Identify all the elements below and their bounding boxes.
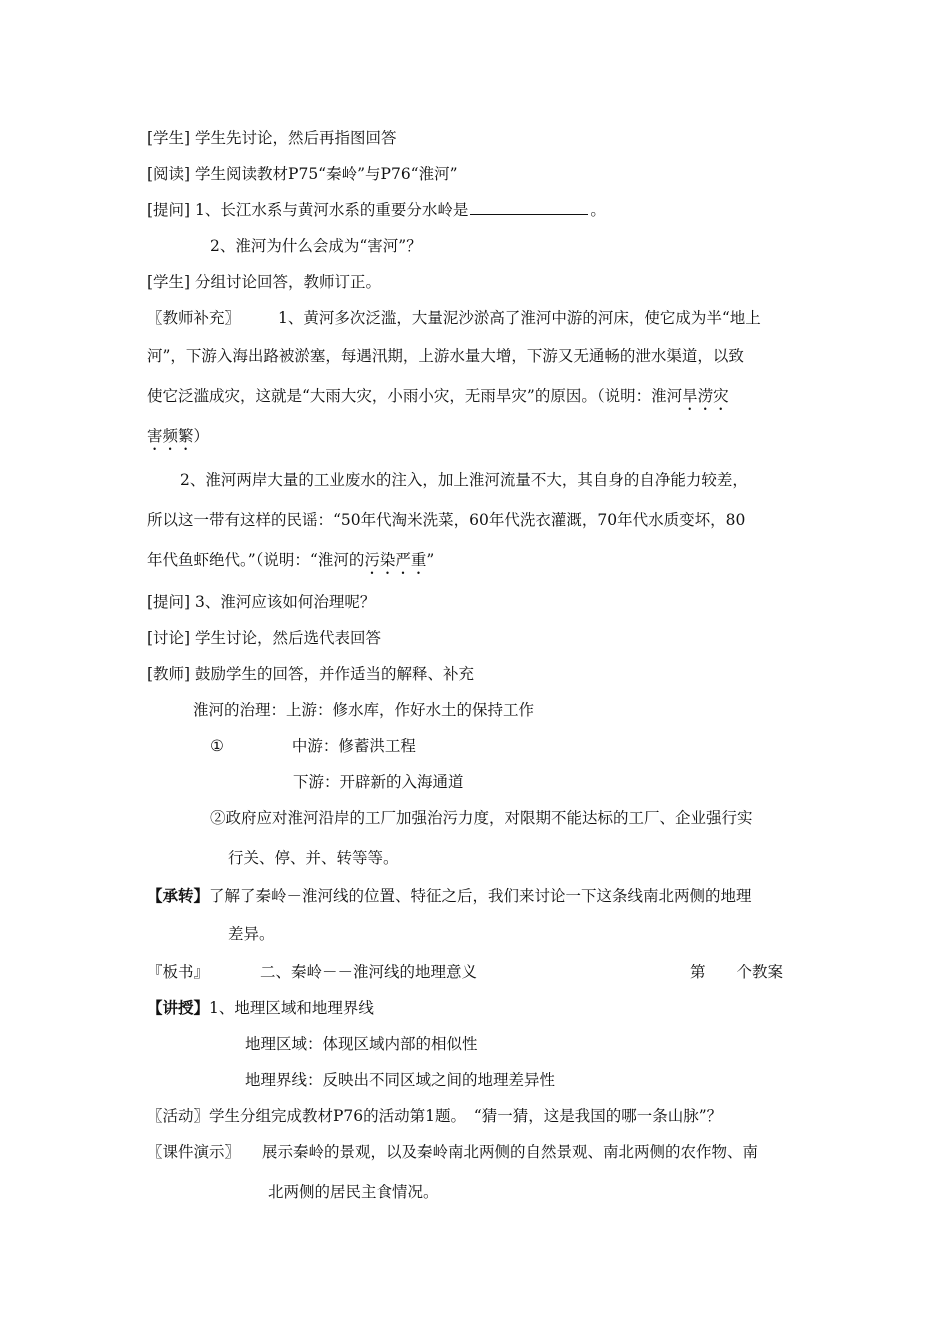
question-1-end: 。	[590, 201, 606, 219]
courseware-text: 展示秦岭的景观，以及秦岭南北两侧的自然景观、南北两侧的农作物、南	[262, 1143, 759, 1161]
folk-rhyme-end-line	[147, 550, 434, 578]
teacher-supplement-line	[147, 308, 761, 328]
governance-midstream-line	[210, 736, 416, 756]
supplement-line-3	[147, 386, 729, 414]
transition-text: 了解了秦岭－淮河线的位置、特征之后，我们来讨论一下这条线南北两侧的地理	[209, 887, 752, 905]
governance-downstream-line: 下游：开辟新的入海通道	[293, 773, 464, 791]
emphasis-frequent: 害频繁	[147, 427, 194, 445]
emphasis-flood-drought: 旱涝灾	[682, 387, 729, 405]
supplement-point-2: 2、淮河两岸大量的工业废水的注入，加上淮河流量不大，其自身的自净能力较差，	[180, 471, 748, 489]
folk-rhyme-line: 所以这一带有这样的民谣：“50年代淘米洗菜，60年代洗衣灌溉，70年代水质变坏，80	[147, 511, 746, 529]
teacher-supplement-tag: 〖教师补充〗	[147, 309, 241, 327]
courseware-tag: 〖课件演示〗	[147, 1143, 241, 1161]
blackboard-title: 二、秦岭－－淮河线的地理意义	[260, 963, 478, 981]
geo-boundary-line: 地理界线：反映出不同区域之间的地理差异性	[245, 1071, 556, 1089]
activity-line: 〖活动〗学生分组完成教材P76的活动第1题。 “猜一猜，这是我国的哪一条山脉”？	[147, 1107, 723, 1125]
transition-end: 差异。	[228, 925, 275, 943]
supplement-line-2: 河”，下游入海出路被淤塞，每遇汛期，上游水量大增，下游又无通畅的泄水渠道，以致	[147, 347, 744, 365]
midstream-text: 中游：修蓄洪工程	[291, 737, 416, 755]
emphasis-pollution: 污染严重	[364, 551, 427, 569]
student-group-line: [学生] 分组讨论回答，教师订正。	[147, 273, 382, 291]
reading-line: [阅读] 学生阅读教材P75“秦岭”与P76“淮河”	[147, 165, 458, 183]
lecture-text: 1、地理区域和地理界线	[209, 999, 374, 1017]
question-1-text: [提问] 1、长江水系与黄河水系的重要分水岭是	[147, 201, 469, 219]
folk-rhyme-end-text: 年代鱼虾绝代。”（说明：“淮河的	[147, 551, 365, 569]
question-3-line: [提问] 3、淮河应该如何治理呢？	[147, 593, 376, 611]
lesson-plan-number: 第 个教案	[690, 963, 784, 981]
teacher-line: [教师] 鼓励学生的回答，并作适当的解释、补充	[147, 665, 475, 683]
transition-line	[147, 886, 752, 906]
supplement-line-4	[147, 426, 209, 454]
supplement-point-1: 1、黄河多次泛滥，大量泥沙淤高了淮河中游的河床，使它成为半“地上	[278, 309, 761, 327]
lecture-line	[147, 998, 374, 1018]
answer-blank	[470, 200, 588, 215]
question-2-line: 2、淮河为什么会成为“害河”？	[210, 237, 422, 255]
discussion-line: [讨论] 学生讨论，然后选代表回答	[147, 629, 382, 647]
folk-rhyme-close-quote: ”	[426, 551, 435, 569]
blackboard-tag: 『板书』	[147, 963, 210, 981]
geo-region-line: 地理区域：体现区域内部的相似性	[245, 1035, 478, 1053]
supplement-line-4-end: ）	[193, 427, 210, 445]
transition-tag: 【承转】	[147, 886, 210, 905]
courseware-line	[147, 1142, 758, 1162]
government-measure-end: 行关、停、并、转等等。	[228, 849, 399, 867]
lecture-tag: 【讲授】	[147, 998, 210, 1017]
supplement-line-3-text: 使它泛滥成灾，这就是“大雨大灾，小雨小灾，无雨旱灾”的原因。（说明：淮河	[147, 387, 683, 405]
courseware-end: 北两侧的居民主食情况。	[268, 1183, 439, 1201]
question-1-line	[147, 200, 606, 220]
government-measure-line: ②政府应对淮河沿岸的工厂加强治污力度，对限期不能达标的工厂、企业强行实	[210, 809, 753, 827]
governance-upstream-line: 淮河的治理：上游：修水库，作好水土的保持工作	[193, 701, 535, 719]
circled-1: ①	[210, 737, 224, 755]
student-discussion-line: [学生] 学生先讨论，然后再指图回答	[147, 129, 397, 147]
